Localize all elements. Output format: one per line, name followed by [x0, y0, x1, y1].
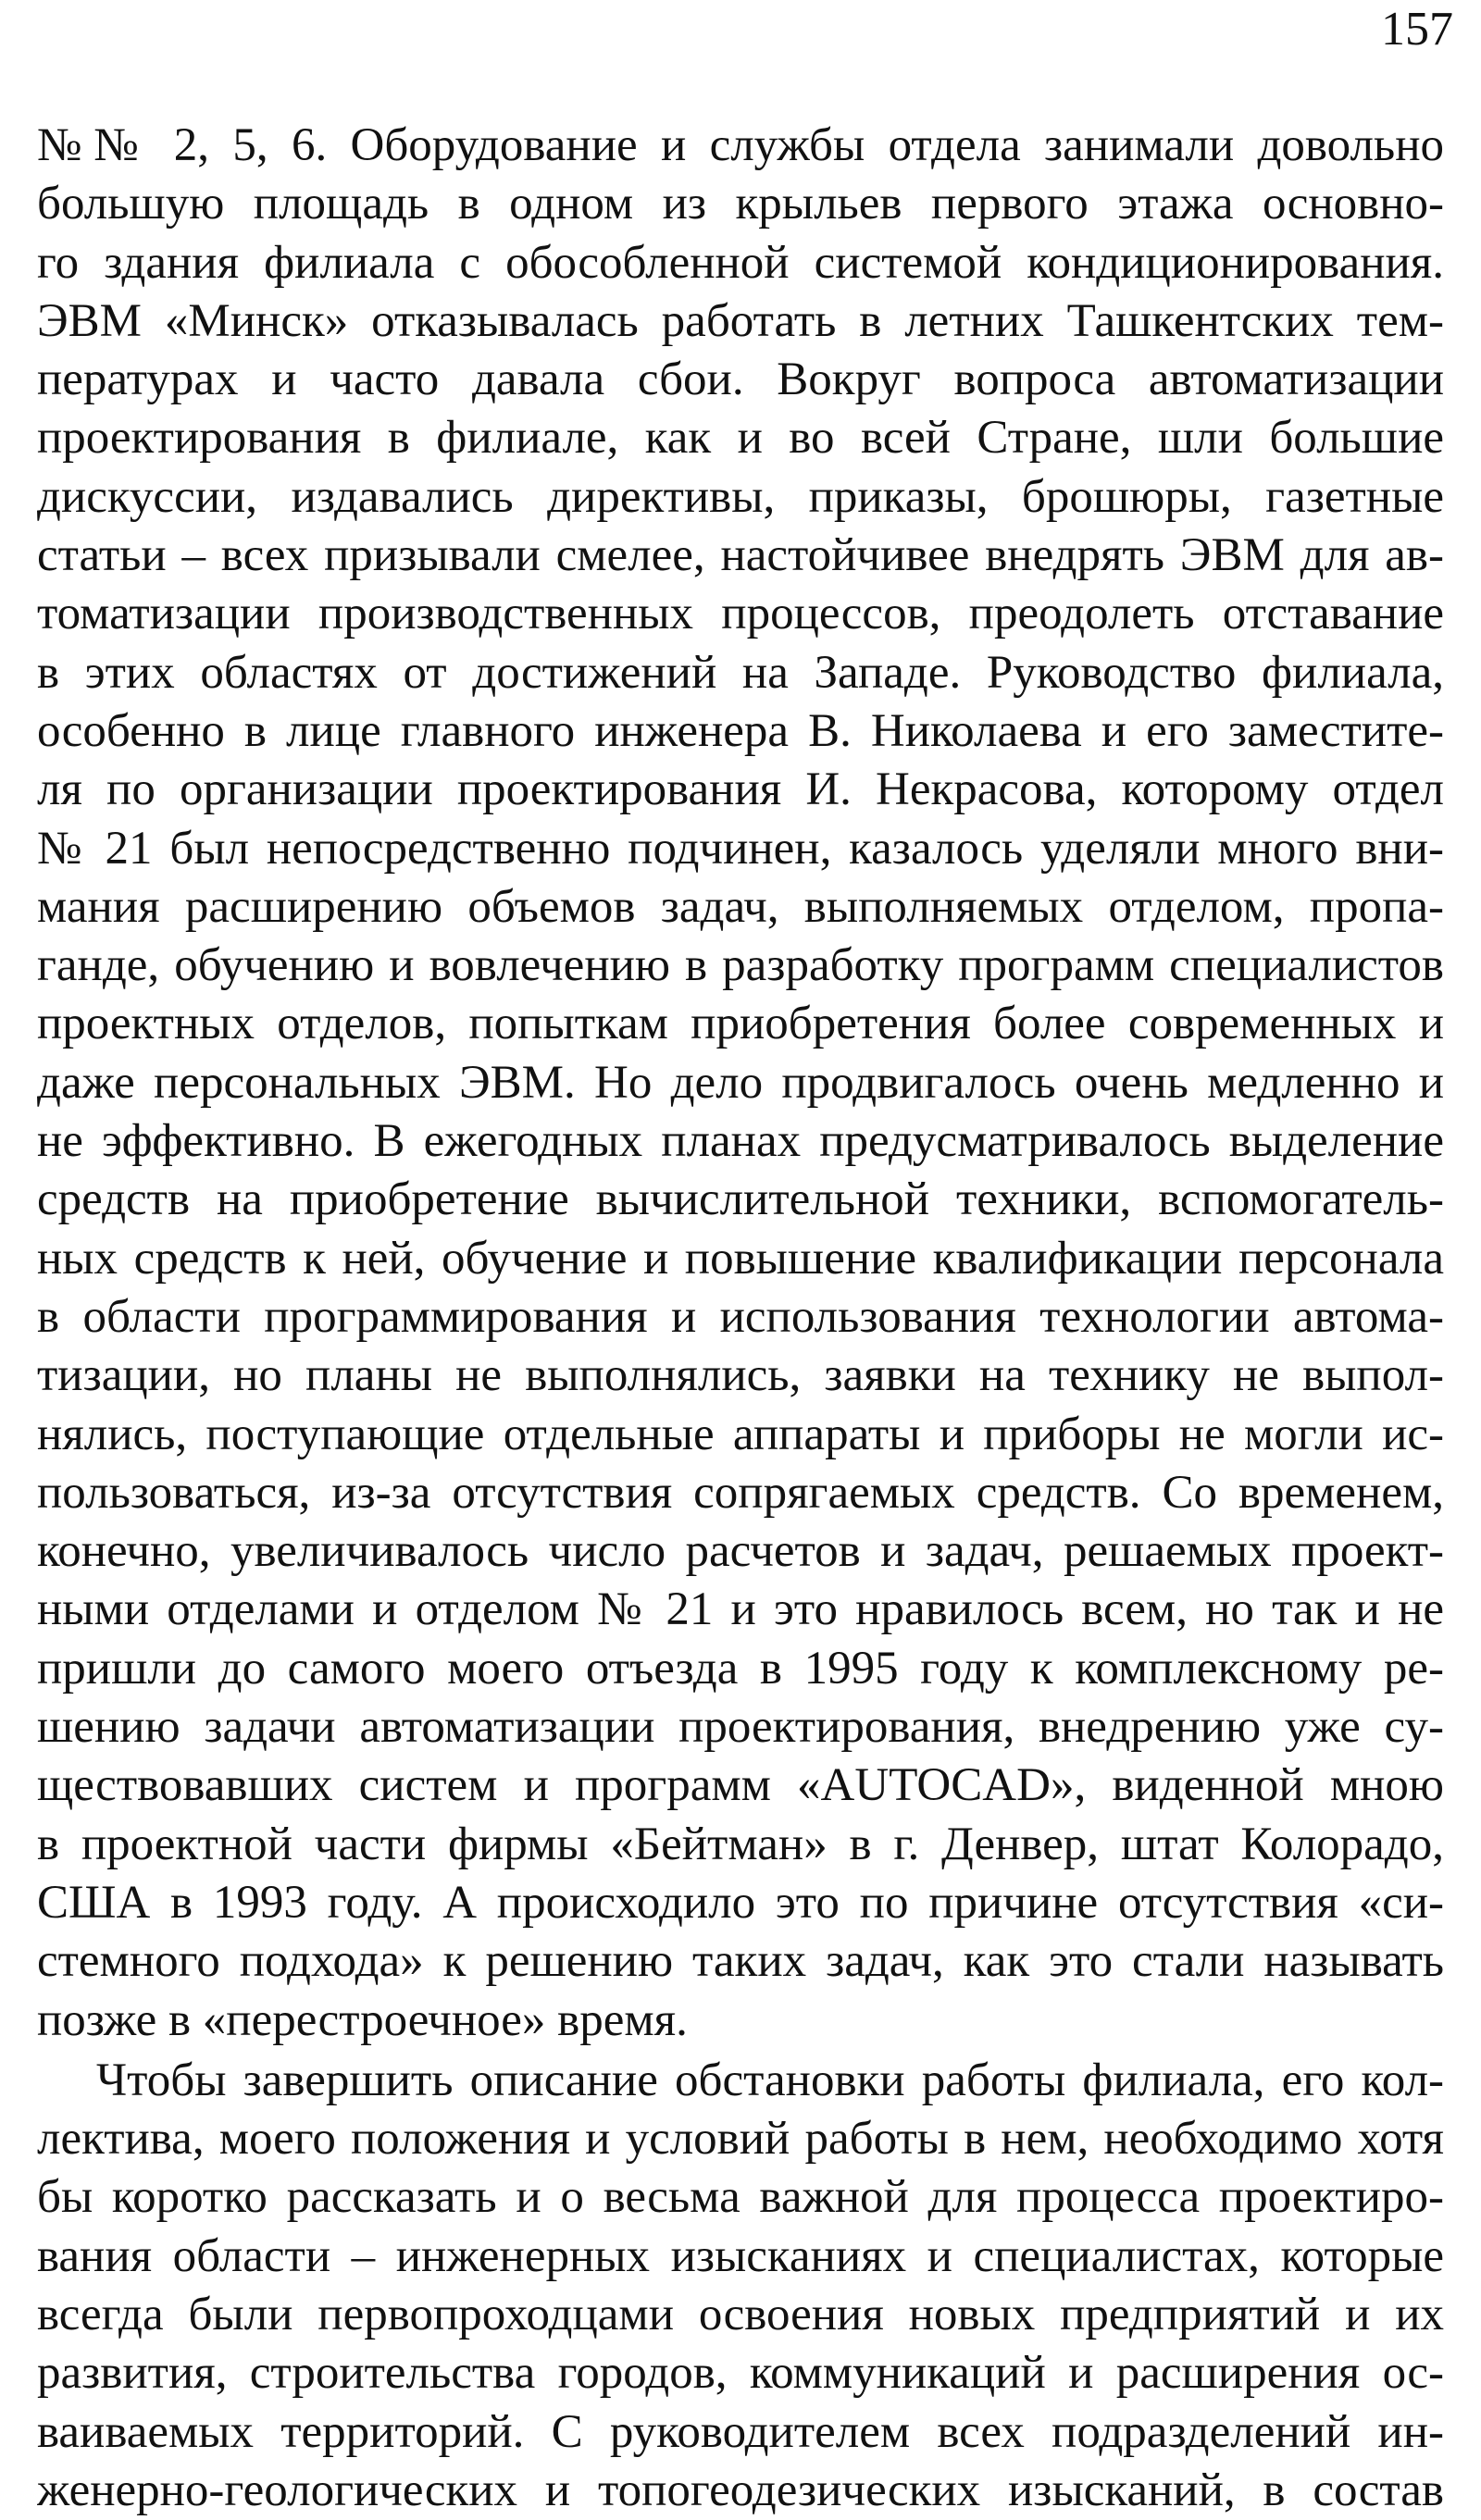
text-line: №№ 2, 5, 6. Оборудование и службы отдела занимали довольно [37, 119, 1444, 171]
text-line: Чтобы завершить описание обстановки работы филиала, его кол- [96, 2054, 1444, 2106]
text-line: средств на приобретение вычислительной техники, вспомогатель- [37, 1173, 1444, 1226]
text-line: конечно, увеличивалось число расчетов и задач, решаемых проект- [37, 1525, 1444, 1578]
text-line: даже персональных ЭВМ. Но дело продвигалось очень медленно и [37, 1056, 1444, 1109]
page-number: 157 [1381, 3, 1453, 56]
text-line: пришли до самого моего отъезда в 1995 году к комплексному ре- [37, 1642, 1444, 1694]
text-line: большую площадь в одном из крыльев первого этажа основно- [37, 178, 1444, 230]
text-line: в проектной части фирмы «Бейтман» в г. Денвер, штат Колорадо, [37, 1818, 1444, 1870]
text-line: не эффективно. В ежегодных планах предусматривалось выделение [37, 1115, 1444, 1168]
text-line: ными отделами и отделом № 21 и это нравилось всем, но так и не [37, 1583, 1444, 1636]
text-line: проектных отделов, попыткам приобретения более современных и [37, 998, 1444, 1050]
text-line: тизации, но планы не выполнялись, заявки на технику не выпол- [37, 1349, 1444, 1402]
text-line: вания области – инженерных изысканиях и специалистах, которые [37, 2229, 1444, 2282]
text-line: ганде, обучению и вовлечению в разработку программ специалистов [37, 939, 1444, 992]
text-line: лектива, моего положения и условий работы в нем, необходимо хотя [37, 2113, 1444, 2166]
paragraph-2 [37, 2052, 1444, 2520]
text-line: нялись, поступающие отдельные аппараты и приборы не могли ис- [37, 1408, 1444, 1460]
text-line: стемного подхода» к решению таких задач, как это стали называть [37, 1935, 1444, 1988]
text-line: развития, строительства городов, коммуникаций и расширения ос- [37, 2347, 1444, 2400]
text-line: ваиваемых территорий. С руководителем всех подразделений ин- [37, 2405, 1444, 2458]
text-line: особенно в лице главного инженера В. Николаева и его заместите- [37, 704, 1444, 757]
text-line: пользоваться, из-за отсутствия сопрягаемых средств. Со временем, [37, 1466, 1444, 1519]
body-text [37, 117, 1444, 2520]
paragraph-1 [37, 117, 1444, 2050]
text-line: статьи – всех призывали смелее, настойчивее внедрять ЭВМ для ав- [37, 529, 1444, 582]
text-line: женерно-геологических и топогеодезических изысканий, в состав [37, 2464, 1444, 2516]
text-line: проектирования в филиале, как и во всей Стране, шли большие [37, 412, 1444, 465]
text-line: в области программирования и использования технологии автома- [37, 1290, 1444, 1343]
text-line: ществовавших систем и программ «AUTOCAD», виденной мною [37, 1759, 1444, 1812]
text-line: ЭВМ «Минск» отказывалась работать в летних Ташкентских тем- [37, 294, 1444, 347]
text-line: США в 1993 году. А происходило это по причине отсутствия «си- [37, 1876, 1444, 1929]
text-line: позже в «перестроечное» время. [37, 1993, 688, 2046]
text-line: го здания филиала с обособленной системой кондиционирования. [37, 236, 1444, 289]
text-line: бы коротко рассказать и о весьма важной для процесса проектиро- [37, 2171, 1444, 2224]
text-line: мания расширению объемов задач, выполняемых отделом, пропа- [37, 880, 1444, 933]
text-line: томатизации производственных процессов, преодолеть отставание [37, 588, 1444, 640]
text-line: в этих областях от достижений на Западе. Руководство филиала, [37, 646, 1444, 699]
text-line: дискуссии, издавались директивы, приказы, брошюры, газетные [37, 470, 1444, 523]
text-line: пературах и часто давала сбои. Вокруг вопроса автоматизации [37, 354, 1444, 406]
text-line: ных средств к ней, обучение и повышение квалификации персонала [37, 1232, 1444, 1285]
text-line: шению задачи автоматизации проектирования, внедрению уже су- [37, 1701, 1444, 1754]
text-line: ля по организации проектирования И. Некрасова, которому отдел [37, 763, 1444, 816]
text-line: № 21 был непосредственно подчинен, казалось уделяли много вни- [37, 822, 1444, 875]
text-line: всегда были первопроходцами освоения новых предприятий и их [37, 2288, 1444, 2340]
